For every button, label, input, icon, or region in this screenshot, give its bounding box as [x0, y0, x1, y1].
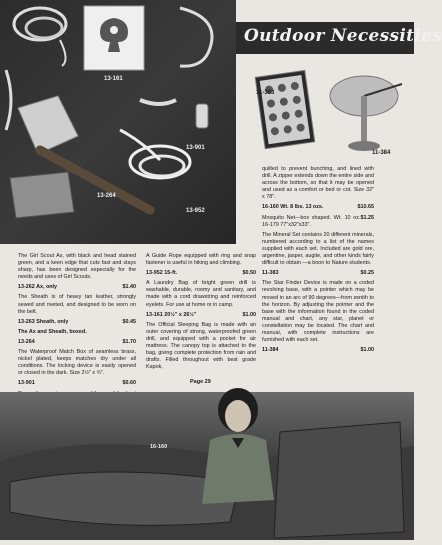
label-13-161: 13-161: [104, 76, 123, 82]
label-11-383: 11-383: [256, 90, 275, 96]
sleeping-bag-photo: [0, 392, 414, 540]
column-3: [262, 166, 374, 354]
sleeping-bag-description: The Official Sleeping Bag is made with an outer covering of strong, waterproofed green drill, and equipped with a pocket for air mattress. The canopy top is attached to the bag, giving complete protection from rain and drafts. Filled throughout with best grade Kapok,: [146, 321, 256, 371]
page-title: Outdoor Necessities: [244, 26, 442, 46]
sheath-price-row: 13-263 Sheath, only $0.45: [18, 318, 136, 325]
matchbox-price-row: 13-901 $0.60: [18, 380, 136, 387]
label-13-901: 13-901: [186, 145, 205, 151]
star-finder-device: [330, 76, 402, 151]
label-16-160: 16-160: [150, 444, 168, 450]
star-finder-description: The Star Finder Device is made on a coded revolving base, with a pointer which may be moved in an arc of 90 degrees—from zenith to the horizon. By adjusting the pointer and the base with the information found in the coded manual and chart, any star, planet or constellation may be located. The chart and manual, with complete instructions are furnished with each set.: [262, 280, 374, 344]
label-11-384: 11-384: [372, 150, 391, 156]
mineral-set-box: [255, 70, 315, 148]
laundry-bag-price-row: 13-161 20½" x 26½" $1.00: [146, 311, 256, 318]
mineral-starfinder-illustration: [252, 60, 414, 160]
guide-rope-description: A Guide Rope equipped with ring and snap fastener is useful in hiking and climbing.: [146, 253, 256, 267]
sleeping-bag-illustration: [0, 392, 414, 540]
sheath-description: The Sheath is of heavy tan leather, strongly sewed and riveted, and designed to be worn on the belt.: [18, 294, 136, 315]
label-13-264: 13-264: [97, 193, 116, 199]
ax-price-row: 13-262 Ax, only $1.40: [18, 284, 136, 291]
laundry-bag-description: A Laundry Bag of bright green drill is washable, durable, roomy and sanitary, and made with a cord drawstring and reinforced eyelets. For use at home or in camp.: [146, 280, 256, 308]
mineral-set-price-row: 11-383 $0.25: [262, 270, 374, 277]
mosquito-net-row: Mosquito Net—box shaped. Wt. 10 oz. 16-179 77"x32"x33". $1.25: [262, 214, 374, 228]
guide-rope-price-row: 13-952 15-ft. $0.50: [146, 270, 256, 277]
ax-sheath-title: The Ax and Sheath, boxed.: [18, 328, 87, 335]
label-13-952: 13-952: [186, 208, 205, 214]
sleeping-bag-continued: quilted to prevent bunching, and lined with drill. A zipper extends down the entire side and across the bottom, so that it may be opened and used as a comfort or bed or cot. Size 32" x 78".: [262, 166, 374, 201]
matchbox-description: The Waterproof Match Box of seamless brass, nickel plated, keeps matches dry under all conditions. The locking device is easily opened or closed in the dark. Size 2½" x ¾".: [18, 349, 136, 377]
column-2: [146, 253, 256, 374]
sleeping-bag-price-row: 16-160 Wt. 8 lbs. 13 ozs. $10.65: [262, 204, 374, 211]
mineral-set-description: The Mineral Set contains 20 different minerals, numbered according to a list of the names supplied with each set. Included are gold ore, argentine, jasper, augite, and other kinds fairly difficult to obtain —a boon to Nature students.: [262, 231, 374, 267]
ax-description: The Girl Scout Ax, with black and head stained green, and a keen edge that cuts fast and stays sharp, has been designed especially for the needs and uses of Girl Scouts.: [18, 253, 136, 281]
star-finder-price-row: 11-384 $1.00: [262, 347, 374, 354]
page-number: Page 29: [190, 379, 211, 385]
ax-sheath-price-row: 13-264 $1.70: [18, 338, 136, 345]
